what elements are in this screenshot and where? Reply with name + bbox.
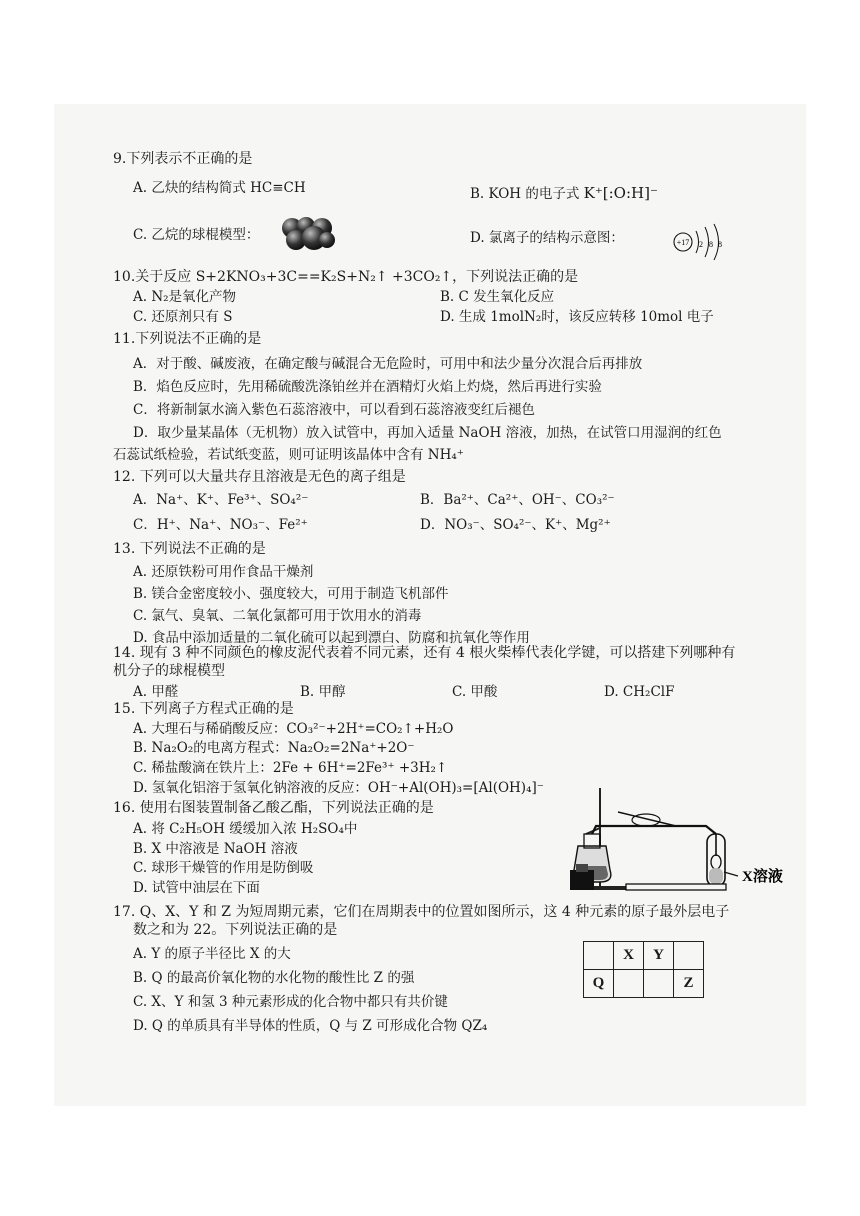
q12-stem: 12. 下列可以大量共存且溶液是无色的离子组是 (113, 469, 406, 485)
q17-stem-line2: 数之和为 22。下列说法正确的是 (133, 922, 338, 938)
chloride-ion-structure-diagram (672, 221, 726, 263)
q11-option-a: A．对于酸、碱废液，在确定酸与碱混合无危险时，可用中和法少量分次混合后再排放 (133, 356, 643, 372)
q17-option-b: B. Q 的最高价氧化物的水化物的酸性比 Z 的强 (133, 970, 415, 986)
q14-option-b: B. 甲醇 (300, 684, 346, 700)
q14-stem-line1: 14. 现有 3 种不同颜色的橡皮泥代表着不同元素，还有 4 根火柴棒代表化学键，可以搭建下列哪种有 (113, 645, 736, 661)
q15-stem: 15. 下列离子方程式正确的是 (113, 701, 294, 717)
q11-option-b: B．焰色反应时，先用稀硫酸洗涤铂丝并在酒精灯火焰上灼烧，然后再进行实验 (133, 379, 602, 395)
q15-option-c: C. 稀盐酸滴在铁片上：2Fe + 6H⁺=2Fe³⁺ +3H₂↑ (133, 760, 448, 776)
x-solution-label: X溶液 (742, 869, 783, 885)
q9-option-d: D. 氯离子的结构示意图： (470, 230, 624, 246)
q16-option-c: C. 球形干燥管的作用是防倒吸 (133, 860, 314, 876)
table-cell: Z (674, 970, 704, 998)
table-row (584, 942, 704, 970)
q12-option-b: B．Ba²⁺、Ca²⁺、OH⁻、CO₃²⁻ (420, 492, 615, 508)
table-cell: Q (584, 970, 614, 998)
q15-option-a: A. 大理石与稀硝酸反应：CO₃²⁻+2H⁺=CO₂↑+H₂O (133, 721, 454, 737)
q10-option-a: A. N₂是氧化产物 (133, 289, 237, 305)
table-row (584, 970, 704, 998)
q13-option-b: B. 镁合金密度较小、强度较大，可用于制造飞机部件 (133, 586, 449, 602)
q16-stem: 16. 使用右图装置制备乙酸乙酯，下列说法正确的是 (113, 800, 434, 816)
q17-option-a: A. Y 的原子半径比 X 的大 (133, 946, 291, 962)
q11-option-d-line1: D．取少量某晶体（无机物）放入试管中，再加入适量 NaOH 溶液，加热，在试管口用湿润的红色 (133, 425, 722, 441)
q16-option-d: D. 试管中油层在下面 (133, 880, 260, 896)
table-cell: X (614, 942, 644, 970)
shell-3-count: 8 (718, 240, 722, 249)
table-cell (674, 942, 704, 970)
q13-option-c: C. 氯气、臭氧、二氧化氯都可用于饮用水的消毒 (133, 608, 422, 624)
q17-stem-line1: 17. Q、X、Y 和 Z 为短周期元素，它们在周期表中的位置如图所示，这 4 种元素的原子最外层电子 (113, 904, 730, 920)
q13-option-a: A. 还原铁粉可用作食品干燥剂 (133, 564, 314, 580)
q9-stem: 9.下列表示不正确的是 (113, 151, 253, 167)
q9-option-c: C. 乙烷的球棍模型： (133, 227, 260, 243)
table-cell (644, 970, 674, 998)
shell-1-count: 2 (699, 240, 703, 249)
q9-option-b (470, 184, 658, 203)
q13-option-d: D. 食品中添加适量的二氧化硫可以起到漂白、防腐和抗氧化等作用 (133, 630, 530, 646)
ethane-ball-stick-model (280, 217, 336, 251)
ethyl-acetate-apparatus-diagram (566, 782, 783, 894)
q17-option-c: C. X、Y 和氢 3 种元素形成的化合物中都只有共价键 (133, 994, 448, 1010)
q14-option-d: D. CH₂ClF (604, 684, 675, 700)
nucleus-charge: +17 (676, 238, 690, 247)
q14-option-a: A. 甲醛 (133, 684, 179, 700)
q13-stem: 13. 下列说法不正确的是 (113, 541, 266, 557)
table-cell (584, 942, 614, 970)
q12-option-c: C．H⁺、Na⁺、NO₃⁻、Fe²⁺ (133, 517, 308, 533)
q11-option-c: C．将新制氯水滴入紫色石蕊溶液中，可以看到石蕊溶液变红后褪色 (133, 402, 535, 418)
q10-stem: 10.关于反应 S+2KNO₃+3C==K₂S+N₂↑ +3CO₂↑，下列说法正确的是 (113, 269, 579, 285)
table-cell: Y (644, 942, 674, 970)
q9-option-a: A. 乙炔的结构简式 HC≡CH (133, 180, 306, 196)
q15-option-b: B. Na₂O₂的电离方程式：Na₂O₂=2Na⁺+2O⁻ (133, 740, 415, 756)
q11-option-d-line2: 石蕊试纸检验，若试纸变蓝，则可证明该晶体中含有 NH₄⁺ (113, 447, 464, 463)
periodic-table-fragment (583, 941, 704, 998)
q10-option-d: D. 生成 1molN₂时，该反应转移 10mol 电子 (440, 309, 714, 325)
q14-stem-line2: 机分子的球棍模型 (113, 663, 225, 679)
q12-option-d: D．NO₃⁻、SO₄²⁻、K⁺、Mg²⁺ (420, 517, 611, 533)
q16-option-a: A. 将 C₂H₅OH 缓缓加入浓 H₂SO₄中 (133, 821, 358, 837)
q10-option-b: B. C 发生氧化反应 (440, 289, 555, 305)
q17-option-d: D. Q 的单质具有半导体的性质，Q 与 Z 可形成化合物 QZ₄ (133, 1018, 488, 1034)
q14-option-c: C. 甲酸 (452, 684, 498, 700)
shell-2-count: 8 (709, 240, 713, 249)
q9-option-b-formula: K⁺[:O:H]⁻ (583, 184, 658, 202)
q10-option-c: C. 还原剂只有 S (133, 309, 233, 325)
q16-option-b: B. X 中溶液是 NaOH 溶液 (133, 841, 298, 857)
q11-stem: 11.下列说法不正确的是 (113, 331, 262, 347)
q12-option-a: A．Na⁺、K⁺、Fe³⁺、SO₄²⁻ (133, 492, 309, 508)
table-cell (614, 970, 644, 998)
q15-option-d: D. 氢氧化铝溶于氢氧化钠溶液的反应：OH⁻+Al(OH)₃=[Al(OH)₄]⁻ (133, 780, 544, 796)
q9-option-b-text: B. KOH 的电子式 (470, 186, 580, 202)
